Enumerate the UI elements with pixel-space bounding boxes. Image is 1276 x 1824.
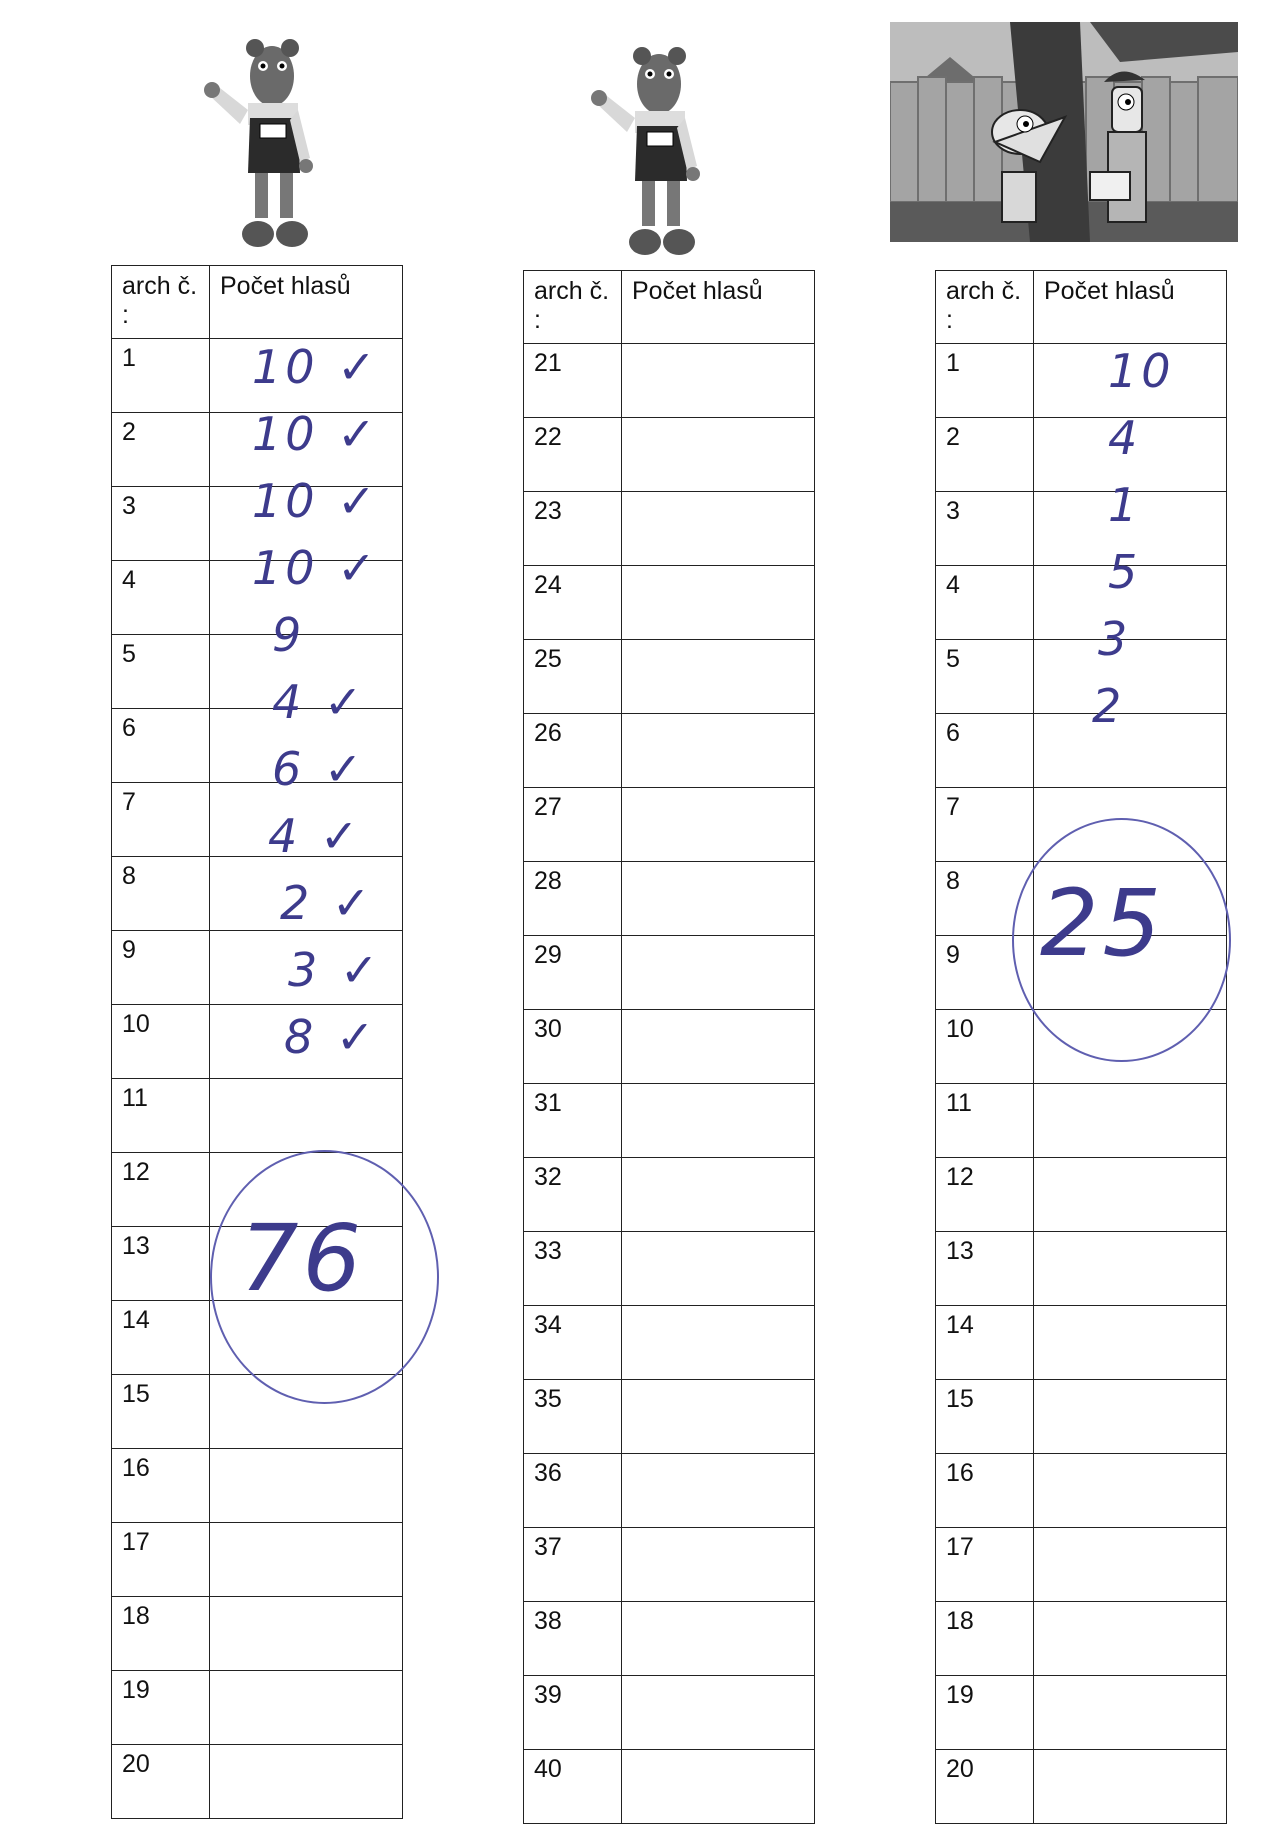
table-row	[936, 344, 1227, 418]
arch-number-cell: 37	[524, 1528, 622, 1602]
arch-number-cell: 6	[936, 714, 1034, 788]
vote-count-cell	[622, 1306, 815, 1380]
arch-number-header: arch č. :	[524, 271, 622, 344]
arch-number-cell: 13	[112, 1227, 210, 1301]
handwritten-vote-count: 10	[1108, 344, 1175, 398]
arch-number-cell: 3	[112, 487, 210, 561]
table-row	[936, 1084, 1227, 1158]
vote-count-cell	[622, 862, 815, 936]
arch-number-cell: 24	[524, 566, 622, 640]
table-row	[936, 1602, 1227, 1676]
arch-number-cell: 10	[112, 1005, 210, 1079]
arch-number-cell: 11	[936, 1084, 1034, 1158]
vote-count-cell	[1034, 1528, 1227, 1602]
vote-count-cell	[622, 492, 815, 566]
table-header-row	[936, 271, 1227, 344]
vote-count-cell	[1034, 1084, 1227, 1158]
arch-number-cell: 27	[524, 788, 622, 862]
table-row	[524, 1380, 815, 1454]
vote-count-cell	[622, 1528, 815, 1602]
arch-number-cell: 18	[936, 1602, 1034, 1676]
arch-number-cell: 14	[112, 1301, 210, 1375]
table-header-row	[112, 266, 403, 339]
puppet-figure-image	[587, 36, 737, 266]
arch-number-cell: 23	[524, 492, 622, 566]
table-row	[936, 1454, 1227, 1528]
arch-number-cell: 25	[524, 640, 622, 714]
arch-number-cell: 4	[936, 566, 1034, 640]
handwritten-vote-count: 1	[1108, 478, 1142, 532]
vote-count-cell	[622, 714, 815, 788]
arch-number-cell: 32	[524, 1158, 622, 1232]
vote-count-cell	[210, 1671, 403, 1745]
cartoon-scene-image	[890, 22, 1238, 242]
arch-number-cell: 10	[936, 1010, 1034, 1084]
arch-number-cell: 5	[936, 640, 1034, 714]
arch-number-cell: 39	[524, 1676, 622, 1750]
table-row	[524, 1454, 815, 1528]
table-row	[524, 492, 815, 566]
handwritten-vote-count: 3 ✓	[288, 943, 383, 997]
vote-count-cell	[622, 1602, 815, 1676]
table-row	[524, 344, 815, 418]
vote-count-cell	[622, 344, 815, 418]
table-row	[112, 1671, 403, 1745]
arch-number-cell: 2	[112, 413, 210, 487]
table-row	[524, 1306, 815, 1380]
handwritten-vote-count: 2	[1092, 679, 1126, 733]
table-row	[936, 418, 1227, 492]
table-row	[524, 1528, 815, 1602]
vote-count-cell	[622, 1158, 815, 1232]
vote-count-cell	[210, 1523, 403, 1597]
vote-count-cell	[1034, 1750, 1227, 1824]
vote-count-cell	[622, 1084, 815, 1158]
table-row	[524, 1676, 815, 1750]
table-row	[936, 1158, 1227, 1232]
table-row	[936, 1232, 1227, 1306]
arch-number-cell: 7	[112, 783, 210, 857]
arch-number-cell: 8	[936, 862, 1034, 936]
handwritten-vote-count: 10 ✓	[252, 407, 380, 461]
arch-number-cell: 16	[112, 1449, 210, 1523]
vote-count-cell	[210, 1449, 403, 1523]
arch-number-cell: 3	[936, 492, 1034, 566]
table-row	[524, 566, 815, 640]
arch-number-cell: 26	[524, 714, 622, 788]
vote-count-cell	[622, 1232, 815, 1306]
arch-number-cell: 2	[936, 418, 1034, 492]
table-row	[524, 640, 815, 714]
arch-number-cell: 14	[936, 1306, 1034, 1380]
table-row	[112, 1449, 403, 1523]
arch-number-cell: 13	[936, 1232, 1034, 1306]
arch-number-cell: 9	[112, 931, 210, 1005]
handwritten-vote-count: 4 ✓	[268, 809, 363, 863]
table-row	[524, 936, 815, 1010]
arch-number-cell: 35	[524, 1380, 622, 1454]
arch-number-cell: 5	[112, 635, 210, 709]
table-row	[112, 1597, 403, 1671]
arch-number-cell: 40	[524, 1750, 622, 1824]
table-row	[524, 1602, 815, 1676]
handwritten-vote-count: 10 ✓	[252, 541, 380, 595]
arch-number-cell: 29	[524, 936, 622, 1010]
arch-number-cell: 9	[936, 936, 1034, 1010]
vote-count-cell	[1034, 1676, 1227, 1750]
vote-count-header: Počet hlasů	[1034, 271, 1227, 344]
arch-number-header: arch č. :	[112, 266, 210, 339]
arch-number-cell: 17	[936, 1528, 1034, 1602]
handwritten-vote-count: 5	[1108, 545, 1142, 599]
table-header-row	[524, 271, 815, 344]
arch-number-cell: 11	[112, 1079, 210, 1153]
handwritten-vote-count: 8 ✓	[284, 1010, 379, 1064]
table-row	[524, 1158, 815, 1232]
handwritten-vote-count: 4	[1108, 411, 1142, 465]
vote-count-cell	[210, 1597, 403, 1671]
arch-number-cell: 16	[936, 1454, 1034, 1528]
vote-count-cell	[1034, 1380, 1227, 1454]
arch-number-cell: 19	[112, 1671, 210, 1745]
vote-count-cell	[622, 936, 815, 1010]
table-row	[936, 1380, 1227, 1454]
vote-count-cell	[622, 1454, 815, 1528]
table-row	[936, 492, 1227, 566]
table-row	[524, 418, 815, 492]
table-row	[936, 1676, 1227, 1750]
vote-count-cell	[622, 418, 815, 492]
vote-count-cell	[622, 788, 815, 862]
circled-total-value: 25	[1040, 870, 1166, 977]
arch-number-cell: 4	[112, 561, 210, 635]
arch-number-cell: 20	[112, 1745, 210, 1819]
vote-count-cell	[622, 1010, 815, 1084]
handwritten-vote-count: 4 ✓	[272, 675, 367, 729]
vote-count-cell	[622, 566, 815, 640]
table-row	[936, 1306, 1227, 1380]
handwritten-vote-count: 10 ✓	[252, 474, 380, 528]
puppet-figure-image	[200, 28, 350, 258]
arch-number-cell: 12	[112, 1153, 210, 1227]
table-row	[112, 1523, 403, 1597]
arch-number-cell: 8	[112, 857, 210, 931]
vote-count-cell	[622, 1676, 815, 1750]
table-row	[936, 714, 1227, 788]
arch-number-cell: 31	[524, 1084, 622, 1158]
table-row	[112, 1079, 403, 1153]
table-row	[524, 1084, 815, 1158]
arch-number-header: arch č. :	[936, 271, 1034, 344]
vote-count-cell	[622, 1380, 815, 1454]
arch-number-cell: 15	[936, 1380, 1034, 1454]
arch-number-cell: 30	[524, 1010, 622, 1084]
vote-count-cell	[622, 640, 815, 714]
arch-number-cell: 28	[524, 862, 622, 936]
vote-count-cell	[622, 1750, 815, 1824]
vote-count-cell	[1034, 1232, 1227, 1306]
vote-count-cell	[1034, 1306, 1227, 1380]
handwritten-vote-count: 2 ✓	[280, 876, 375, 930]
handwritten-vote-count: 9	[272, 608, 306, 662]
arch-number-cell: 36	[524, 1454, 622, 1528]
table-row	[936, 566, 1227, 640]
arch-number-cell: 18	[112, 1597, 210, 1671]
vote-count-cell	[1034, 1454, 1227, 1528]
table-row	[524, 714, 815, 788]
arch-number-cell: 1	[936, 344, 1034, 418]
handwritten-vote-count: 10 ✓	[252, 340, 380, 394]
table-row	[524, 1010, 815, 1084]
arch-number-cell: 38	[524, 1602, 622, 1676]
arch-number-cell: 21	[524, 344, 622, 418]
vote-count-header: Počet hlasů	[210, 266, 403, 339]
arch-number-cell: 33	[524, 1232, 622, 1306]
handwritten-vote-count: 3	[1098, 612, 1132, 666]
vote-count-cell	[1034, 1158, 1227, 1232]
arch-number-cell: 15	[112, 1375, 210, 1449]
circled-total-value: 76	[240, 1205, 366, 1312]
table-row	[112, 1745, 403, 1819]
handwritten-vote-count: 6 ✓	[272, 742, 367, 796]
arch-number-cell: 1	[112, 339, 210, 413]
arch-number-cell: 34	[524, 1306, 622, 1380]
arch-number-cell: 12	[936, 1158, 1034, 1232]
vote-count-cell	[210, 1745, 403, 1819]
arch-number-cell: 19	[936, 1676, 1034, 1750]
vote-count-cell	[1034, 1602, 1227, 1676]
table-row	[936, 640, 1227, 714]
arch-number-cell: 17	[112, 1523, 210, 1597]
table-row	[524, 1750, 815, 1824]
arch-number-cell: 22	[524, 418, 622, 492]
vote-count-cell	[1034, 714, 1227, 788]
arch-number-cell: 7	[936, 788, 1034, 862]
arch-number-cell: 6	[112, 709, 210, 783]
table-row	[524, 1232, 815, 1306]
table-row	[936, 1750, 1227, 1824]
vote-count-header: Počet hlasů	[622, 271, 815, 344]
table-row	[524, 862, 815, 936]
vote-count-cell	[210, 1079, 403, 1153]
table-row	[936, 1528, 1227, 1602]
arch-number-cell: 20	[936, 1750, 1034, 1824]
vote-tally-table-2	[523, 270, 815, 1824]
table-row	[524, 788, 815, 862]
